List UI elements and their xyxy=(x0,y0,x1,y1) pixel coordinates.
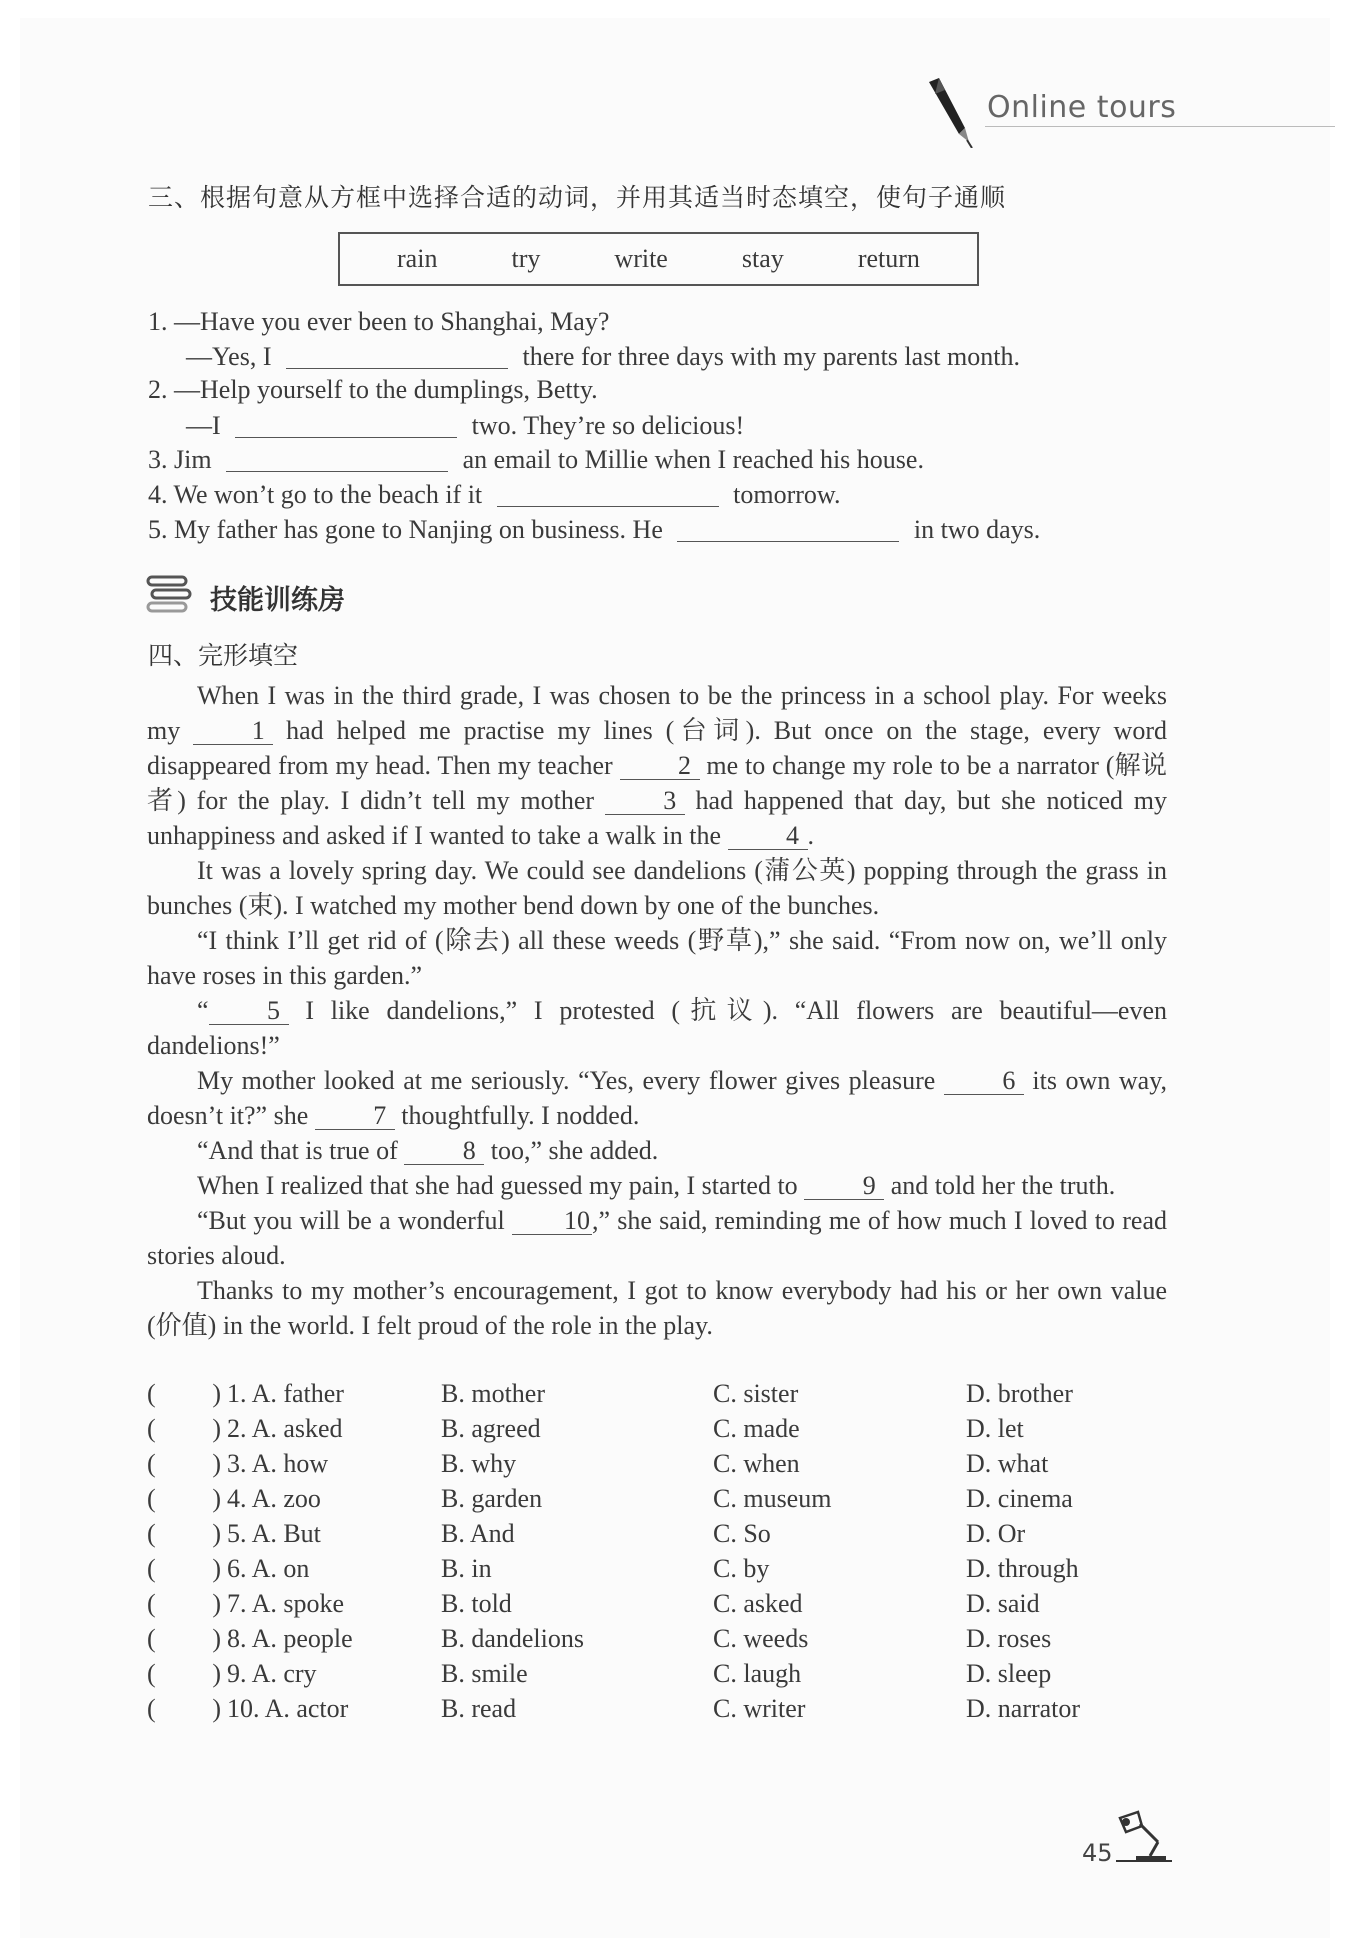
bracket-close: ) xyxy=(212,1413,221,1443)
answer-blank[interactable] xyxy=(235,412,457,438)
text: —I xyxy=(186,411,221,440)
option-row xyxy=(147,1586,1177,1621)
text: When I realized that she had guessed my pain, I started to xyxy=(197,1171,798,1200)
answer-bracket[interactable] xyxy=(147,1414,227,1444)
section-4-title: 四、完形填空 xyxy=(148,641,299,670)
option-a[interactable]: 6. A. on xyxy=(227,1553,310,1583)
option-d[interactable]: D. Or xyxy=(966,1518,1026,1548)
option-row xyxy=(147,1516,1177,1551)
text: two. They’re so delicious! xyxy=(471,411,745,440)
option-d[interactable]: D. narrator xyxy=(966,1693,1081,1723)
paragraph xyxy=(147,678,1167,853)
option-a[interactable]: 7. A. spoke xyxy=(227,1588,344,1618)
answer-blank[interactable] xyxy=(497,481,719,507)
text: “But you will be a wonderful xyxy=(197,1206,505,1235)
answer-options xyxy=(147,1376,1177,1726)
option-c[interactable]: C. made xyxy=(713,1413,800,1443)
bracket-close: ) xyxy=(212,1378,221,1408)
option-d[interactable]: D. through xyxy=(966,1553,1079,1583)
cloze-blank-8[interactable]: 8 xyxy=(404,1138,484,1165)
bracket-close: ) xyxy=(212,1553,221,1583)
pen-icon xyxy=(925,76,977,148)
option-d[interactable]: D. brother xyxy=(966,1378,1073,1408)
option-b[interactable]: B. dandelions xyxy=(441,1623,584,1653)
option-a[interactable]: 1. A. father xyxy=(227,1378,344,1408)
answer-bracket[interactable] xyxy=(147,1484,227,1514)
text: 5. My father has gone to Nanjing on business. He xyxy=(148,515,663,544)
page-header xyxy=(925,72,1335,132)
text: 4. We won’t go to the beach if it xyxy=(148,480,483,509)
bracket-open: ( xyxy=(147,1623,156,1653)
bracket-open: ( xyxy=(147,1378,156,1408)
bracket-close: ) xyxy=(212,1693,221,1723)
bracket-open: ( xyxy=(147,1553,156,1583)
option-b[interactable]: B. read xyxy=(441,1693,517,1723)
cloze-blank-6[interactable]: 6 xyxy=(944,1068,1024,1095)
answer-blank[interactable] xyxy=(226,446,448,472)
text: had happened that day, but she noticed my unhappiness and asked if I wanted to take a walk in the xyxy=(147,786,1167,850)
bracket-open: ( xyxy=(147,1588,156,1618)
desk-lamp-icon xyxy=(1112,1808,1174,1864)
option-a[interactable]: 3. A. how xyxy=(227,1448,329,1478)
text: When I was in the third grade, I was chosen to be the princess in a school play. For weeks my xyxy=(147,681,1167,745)
answer-blank[interactable] xyxy=(286,343,508,369)
text: —Yes, I xyxy=(186,342,272,371)
cloze-blank-2[interactable]: 2 xyxy=(620,753,700,780)
option-b[interactable]: B. mother xyxy=(441,1378,545,1408)
question-4 xyxy=(148,481,841,508)
option-b[interactable]: B. And xyxy=(441,1518,515,1548)
section-4-heading: 技能训练房 xyxy=(210,585,345,616)
bracket-open: ( xyxy=(147,1693,156,1723)
option-a[interactable]: 8. A. people xyxy=(227,1623,353,1653)
answer-bracket[interactable] xyxy=(147,1624,227,1654)
option-d[interactable]: D. what xyxy=(966,1448,1049,1478)
cloze-blank-10[interactable]: 10 xyxy=(512,1208,592,1235)
paragraph xyxy=(147,1168,1167,1203)
header-rule xyxy=(985,126,1335,127)
option-c[interactable]: C. when xyxy=(713,1448,800,1478)
word-item: rain xyxy=(397,244,438,273)
option-row xyxy=(147,1621,1177,1656)
option-c[interactable]: C. writer xyxy=(713,1693,806,1723)
word-box xyxy=(338,232,979,286)
bracket-close: ) xyxy=(212,1623,221,1653)
word-item: write xyxy=(614,244,668,273)
question-1-answer-line xyxy=(186,343,1020,370)
option-d[interactable]: D. let xyxy=(966,1413,1024,1443)
option-row xyxy=(147,1481,1177,1516)
word-item: return xyxy=(857,244,920,273)
option-b[interactable]: B. told xyxy=(441,1588,512,1618)
option-row xyxy=(147,1656,1177,1691)
answer-bracket[interactable] xyxy=(147,1589,227,1619)
text: there for three days with my parents last month. xyxy=(522,342,1020,371)
option-row xyxy=(147,1376,1177,1411)
text: tomorrow. xyxy=(733,480,841,509)
paragraph xyxy=(147,1133,1167,1168)
option-row xyxy=(147,1551,1177,1586)
text: “And that is true of xyxy=(197,1136,398,1165)
option-b[interactable]: B. why xyxy=(441,1448,517,1478)
option-c[interactable]: C. laugh xyxy=(713,1658,802,1688)
text: an email to Millie when I reached his house. xyxy=(462,445,924,474)
paragraph xyxy=(147,993,1167,1063)
option-d[interactable]: D. cinema xyxy=(966,1483,1073,1513)
bracket-open: ( xyxy=(147,1413,156,1443)
answer-bracket[interactable] xyxy=(147,1659,227,1689)
word-item: try xyxy=(511,244,541,273)
cloze-blank-5[interactable]: 5 xyxy=(209,998,289,1025)
option-b[interactable]: B. garden xyxy=(441,1483,543,1513)
paragraph xyxy=(147,1063,1167,1133)
option-c[interactable]: C. So xyxy=(713,1518,771,1548)
option-a[interactable]: 5. A. But xyxy=(227,1518,321,1548)
cloze-blank-9[interactable]: 9 xyxy=(804,1173,884,1200)
bracket-close: ) xyxy=(212,1518,221,1548)
text: too,” she added. xyxy=(490,1136,659,1165)
text: in two days. xyxy=(913,515,1041,544)
word-item: stay xyxy=(741,244,784,273)
bracket-open: ( xyxy=(147,1448,156,1478)
answer-bracket[interactable] xyxy=(147,1694,227,1724)
question-1-prompt: 1. —Have you ever been to Shanghai, May? xyxy=(148,307,610,336)
bracket-close: ) xyxy=(212,1658,221,1688)
text: I like dandelions,” I protested (抗议). “All flowers are beautiful—even dandelions!” xyxy=(147,996,1168,1060)
text: me to change my role to be a narrator (解说者) for the play. I didn’t tell my mother xyxy=(147,751,1168,815)
answer-bracket[interactable] xyxy=(147,1379,227,1409)
option-b[interactable]: B. in xyxy=(441,1553,492,1583)
cloze-blank-4[interactable]: 4 xyxy=(728,823,808,850)
page-number: 45 xyxy=(1082,1839,1113,1867)
text: and told her the truth. xyxy=(890,1171,1116,1200)
text: 3. Jim xyxy=(148,445,212,474)
question-2-answer-line xyxy=(186,412,744,439)
option-a[interactable]: 9. A. cry xyxy=(227,1658,317,1688)
option-c[interactable]: C. weeds xyxy=(713,1623,809,1653)
text: thoughtfully. I nodded. xyxy=(401,1101,640,1130)
paragraph: Thanks to my mother’s encouragement, I got to know everybody had his or her own value (价值) in the world. I felt proud of the role in the play. xyxy=(147,1276,1167,1340)
bracket-close: ) xyxy=(212,1588,221,1618)
option-c[interactable]: C. by xyxy=(713,1553,770,1583)
paragraph xyxy=(147,1203,1167,1273)
option-b[interactable]: B. smile xyxy=(441,1658,528,1688)
answer-bracket[interactable] xyxy=(147,1449,227,1479)
text: “ xyxy=(197,996,209,1025)
option-a[interactable]: 2. A. asked xyxy=(227,1413,343,1443)
option-row xyxy=(147,1691,1177,1726)
text: . xyxy=(807,821,814,850)
cloze-blank-3[interactable]: 3 xyxy=(605,788,685,815)
bracket-open: ( xyxy=(147,1658,156,1688)
answer-blank[interactable] xyxy=(677,516,899,542)
option-d[interactable]: D. roses xyxy=(966,1623,1052,1653)
option-a[interactable]: 4. A. zoo xyxy=(227,1483,321,1513)
option-b[interactable]: B. agreed xyxy=(441,1413,541,1443)
question-3 xyxy=(148,446,924,473)
cloze-blank-7[interactable]: 7 xyxy=(315,1103,395,1130)
bracket-close: ) xyxy=(212,1448,221,1478)
paragraph: It was a lovely spring day. We could see dandelions (蒲公英) popping through the grass in bunches (束). I watched my mother bend down by one of the bunches. xyxy=(147,856,1167,920)
cloze-blank-1[interactable]: 1 xyxy=(193,718,273,745)
text: My mother looked at me seriously. “Yes, every flower gives pleasure xyxy=(197,1066,936,1095)
section-3-title: 三、根据句意从方框中选择合适的动词，并用其适当时态填空，使句子通顺 xyxy=(148,183,1007,212)
option-d[interactable]: D. said xyxy=(966,1588,1040,1618)
text: ,” she said, reminding me of how much I loved to read stories aloud. xyxy=(147,1206,1167,1270)
paragraph: “I think I’ll get rid of (除去) all these weeds (野草),” she said. “From now on, we’ll only have roses in this garden.” xyxy=(147,926,1167,990)
bracket-open: ( xyxy=(147,1483,156,1513)
header-title: Online tours xyxy=(987,90,1177,125)
option-c[interactable]: C. museum xyxy=(713,1483,832,1513)
option-a[interactable]: 10. A. actor xyxy=(227,1693,349,1723)
question-5 xyxy=(148,516,1040,543)
bracket-open: ( xyxy=(147,1518,156,1548)
option-row xyxy=(147,1411,1177,1446)
option-c[interactable]: C. asked xyxy=(713,1588,803,1618)
text: had helped me practise my lines (台词). But once on the stage, every word disappeared from my head. Then my teacher xyxy=(147,716,1167,780)
book-stack-icon xyxy=(146,573,192,617)
answer-bracket[interactable] xyxy=(147,1554,227,1584)
cloze-passage xyxy=(147,678,1167,1343)
question-2-prompt: 2. —Help yourself to the dumplings, Betty. xyxy=(148,375,598,404)
text: its own way, doesn’t it?” she xyxy=(147,1066,1168,1130)
option-c[interactable]: C. sister xyxy=(713,1378,799,1408)
answer-bracket[interactable] xyxy=(147,1519,227,1549)
option-d[interactable]: D. sleep xyxy=(966,1658,1052,1688)
bracket-close: ) xyxy=(212,1483,221,1513)
option-row xyxy=(147,1446,1177,1481)
